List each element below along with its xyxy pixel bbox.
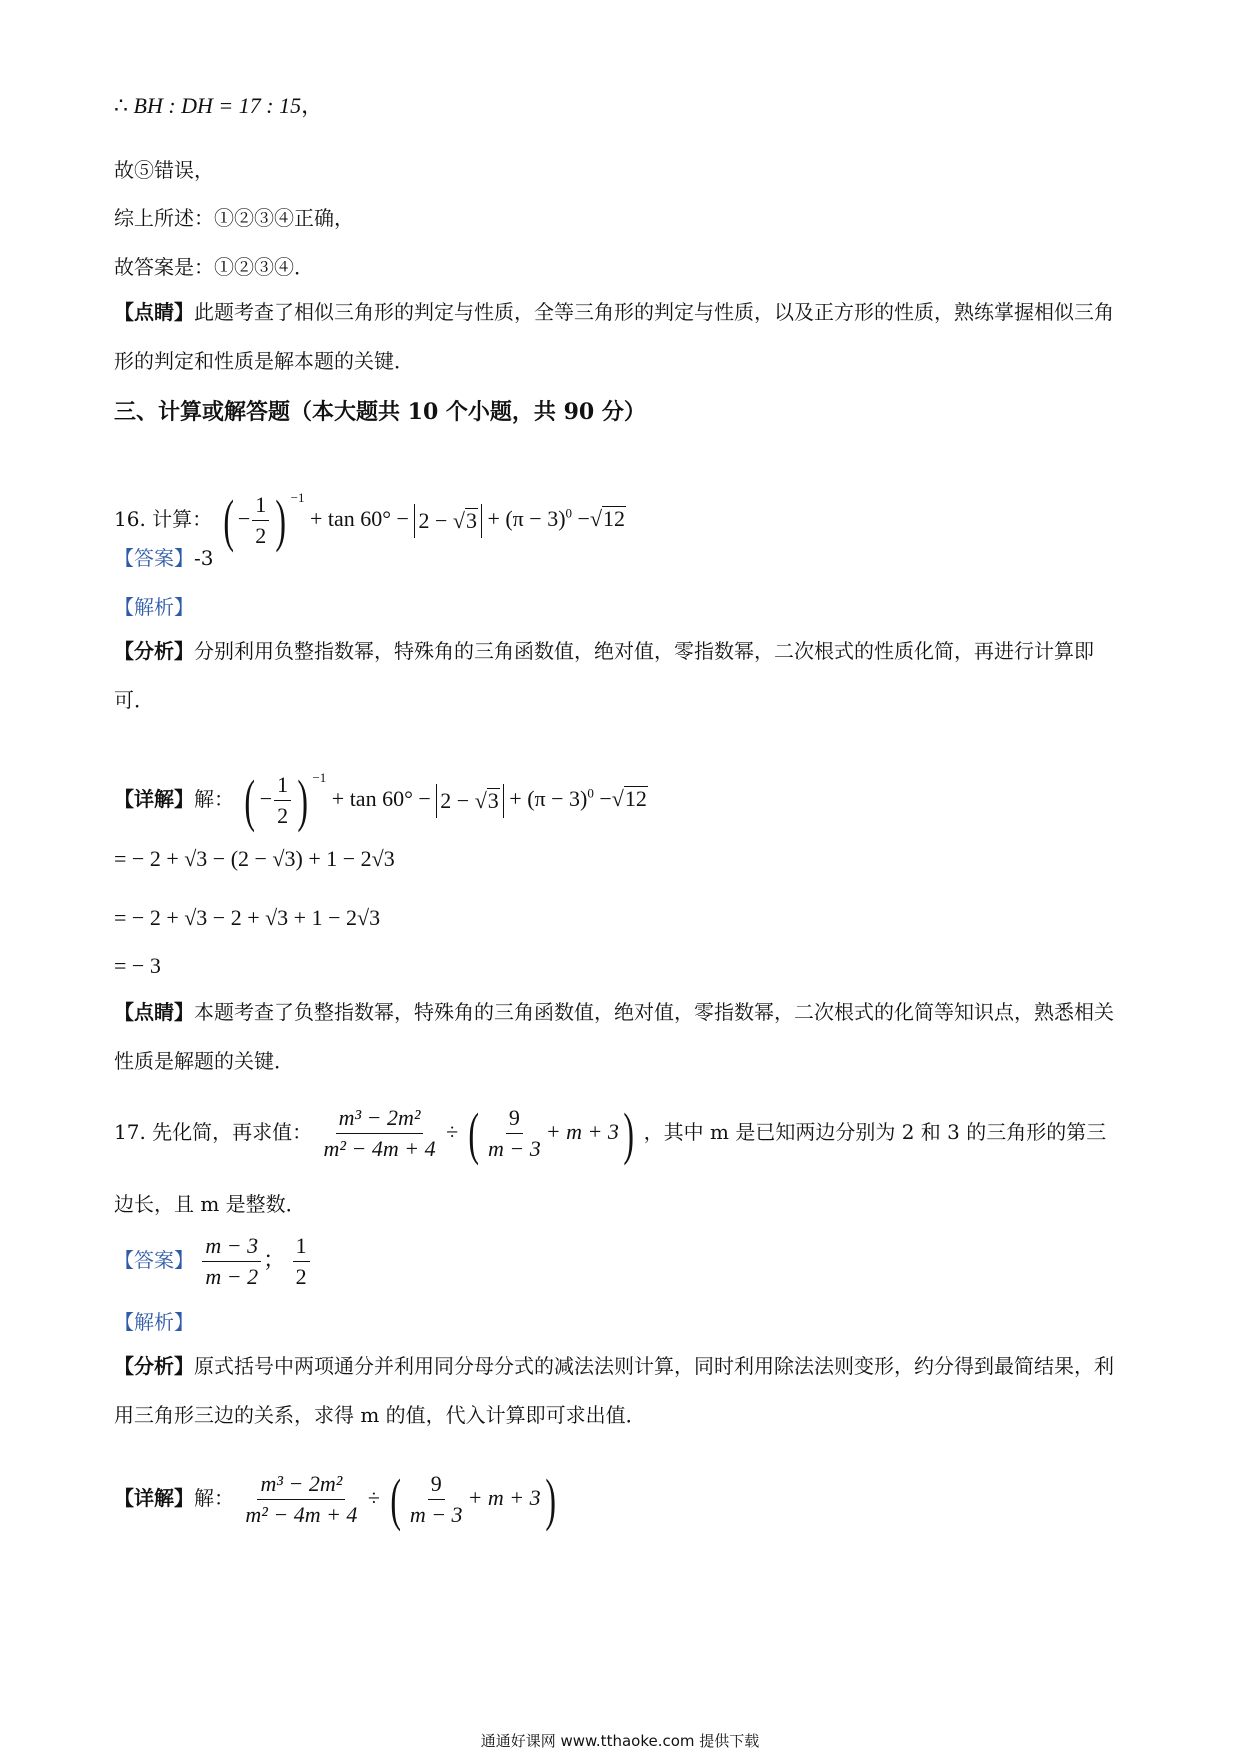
q16-exp-neg1: −1: [290, 490, 305, 505]
answer-line: 故答案是：①②③④．: [114, 255, 314, 279]
q16-x-frac-num: 1: [274, 772, 291, 801]
dianjing-15: [114, 288, 1124, 386]
xiangjie-tag-17: 【详解】: [114, 1486, 194, 1510]
q17-ans-sep: ；: [263, 1247, 286, 1272]
q16-x-abs: 2 − √3: [436, 784, 504, 818]
q16-x-minus-sqrt: −: [599, 786, 612, 811]
fenxi-tag-17: 【分析】: [114, 1354, 194, 1378]
q16-x-frac-den: 2: [277, 803, 289, 829]
q17-frac1-den: m² − 4m + 4: [323, 1136, 436, 1162]
q17-xiangjie: [114, 1462, 560, 1534]
page-footer: 通通好课网 www.tthaoke.com 提供下载: [480, 1732, 760, 1750]
xiangjie-prefix: 解：: [194, 787, 234, 811]
q16-step2: = − 2 + √3 − 2 + √3 + 1 − 2√3: [114, 905, 381, 930]
answer-tag: 【答案】: [114, 546, 194, 570]
q16-fenxi: [114, 627, 1124, 725]
q17-ans-den: m − 2: [205, 1264, 259, 1290]
sqrt-12: √12: [589, 506, 626, 531]
xiangjie-tag: 【详解】: [114, 787, 194, 811]
q16-minus-sqrt: −: [577, 506, 590, 531]
q17-x-frac1-num: m³ − 2m²: [257, 1471, 345, 1500]
q16-answer: [114, 544, 213, 572]
q17-plus-part: + m + 3: [545, 1119, 619, 1144]
q16-x-exp-zero: 0: [587, 785, 594, 801]
q17-number: 17. 先化简，再求值：: [114, 1120, 313, 1144]
xiangjie-prefix-17: 解：: [194, 1486, 234, 1510]
q17-ans-num: m − 3: [202, 1233, 261, 1262]
q16-title: [114, 468, 626, 553]
q16-exp-zero: 0: [565, 505, 573, 521]
q17-ans2-num: 1: [293, 1233, 310, 1262]
q16-x-abs-inner: 2 −: [440, 787, 470, 813]
q17-frac2-num: 9: [506, 1105, 523, 1134]
q16-step3: = − 3: [114, 953, 161, 978]
q16-x-pi-part: + (π − 3): [509, 786, 588, 811]
answer-tag-17: 【答案】: [114, 1248, 194, 1272]
dianjing-tag-16: 【点睛】: [114, 1000, 194, 1024]
q17-fenxi: [114, 1342, 1124, 1440]
dianjing-text: 此题考查了相似三角形的判定与性质，全等三角形的判定与性质，以及正方形的性质，熟练掌握相似三角形的判定和性质是解本题的关键．: [114, 300, 1114, 373]
q16-dianjing: [114, 988, 1124, 1086]
sqrt-3: √3: [452, 507, 477, 533]
q17-answer: [114, 1230, 312, 1290]
q16-step1: = − 2 + √3 − (2 − √3) + 1 − 2√3: [114, 846, 395, 871]
q16-x-tan: + tan 60° −: [331, 786, 431, 811]
therefore-symbol: ∴: [114, 93, 128, 118]
q16-xiangjie: [114, 748, 648, 833]
q16-abs: [414, 504, 482, 538]
answer-value: -3: [194, 546, 214, 570]
ratio-line: [114, 92, 323, 120]
q17-ans2-den: 2: [295, 1264, 307, 1290]
q17-div: ÷: [446, 1119, 459, 1144]
dianjing-text-16: 本题考查了负整指数幂，特殊角的三角函数值，绝对值，零指数幂，二次根式的化简等知识点，熟悉相关性质是解题的关键．: [114, 1000, 1114, 1073]
q16-xiangjie-expression: ( − $\frac{1}{2}$ ) $^{-1} + \tan 60^\circ - 2 - √3 + (\pi - 3)^0 -√12$: [244, 767, 647, 833]
q16-x-exp-neg1: −1: [312, 770, 327, 785]
q16-frac-num: 1: [252, 492, 269, 521]
q17-jiexi-tag: 【解析】: [114, 1310, 194, 1334]
fenxi-text: 分别利用负整指数幂，特殊角的三角函数值，绝对值，零指数幂，二次根式的性质化简，再进行计算即可．: [114, 639, 1094, 712]
q16-x-sqrt3: 3: [487, 787, 499, 813]
q16-number: 16. 计算：: [114, 507, 213, 531]
section-3-title: 三、计算或解答题（本大题共 10 个小题，共 90 分）: [114, 399, 646, 425]
fenxi-text-17: 原式括号中两项通分并利用同分母分式的减法法则计算，同时利用除法法则变形，约分得到最简结果，利用三角形三边的关系，求得 m 的值，代入计算即可求出值．: [114, 1354, 1114, 1427]
q17-x-frac2-num: 9: [428, 1471, 445, 1500]
q17-frac2-den: m − 3: [488, 1136, 541, 1162]
q17-title: [114, 1096, 1124, 1240]
q17-x-frac1-den: m² − 4m + 4: [245, 1502, 358, 1528]
q16-jiexi-tag: 【解析】: [114, 595, 194, 619]
q17-x-div: ÷: [367, 1485, 380, 1510]
q16-tan: + tan 60° −: [309, 506, 409, 531]
conclusion-5-wrong: 故⑤错误，: [114, 158, 214, 182]
ratio-expression: BH : DH = 17 : 15: [133, 93, 302, 118]
q16-expression: ( − $\frac{1}{2}$ ) $^{-1} + \tan 60^\circ - 2 - √3 + (\pi - 3)^0 -√12$: [222, 487, 626, 553]
q16-abs-inner: 2 −: [418, 507, 448, 533]
fenxi-tag: 【分析】: [114, 639, 194, 663]
ratio-suffix: ，: [301, 93, 324, 118]
q16-pi-part: + (π − 3): [487, 506, 566, 531]
q17-expression: $\frac{\text{m³ − 2m²}}{\text{m² − 4m + 4}}$ ÷ ( $\frac{9}{m - 3}$ + m + 3): [319, 1119, 644, 1144]
dianjing-tag: 【点睛】: [114, 300, 194, 324]
sqrt-3-radicand: 3: [465, 507, 477, 533]
q17-condition: ，其中 m 是已知两边分别为 2 和 3 的三角形的第三边长，且 m 是整数．: [114, 1120, 1107, 1216]
sqrt-12-radicand: 12: [603, 506, 626, 531]
q16-x-sqrt12: 12: [624, 786, 647, 811]
q16-minus: −: [237, 506, 251, 531]
q17-x-plus-part: + m + 3: [467, 1485, 541, 1510]
q17-frac1-num: m³ − 2m²: [336, 1105, 424, 1134]
q17-answer-expr: [200, 1233, 311, 1290]
q16-frac-den: 2: [255, 523, 267, 549]
q17-x-frac2-den: m − 3: [409, 1502, 463, 1528]
q16-x-minus: −: [259, 786, 273, 811]
q17-xiangjie-expression: $\frac{\text{m³ − 2m²}}{\text{m² − 4m + 4}}$ ÷ ( $\frac{9}{m - 3}$ + m + 3): [240, 1485, 560, 1510]
summary-line: 综上所述：①②③④正确，: [114, 206, 354, 230]
